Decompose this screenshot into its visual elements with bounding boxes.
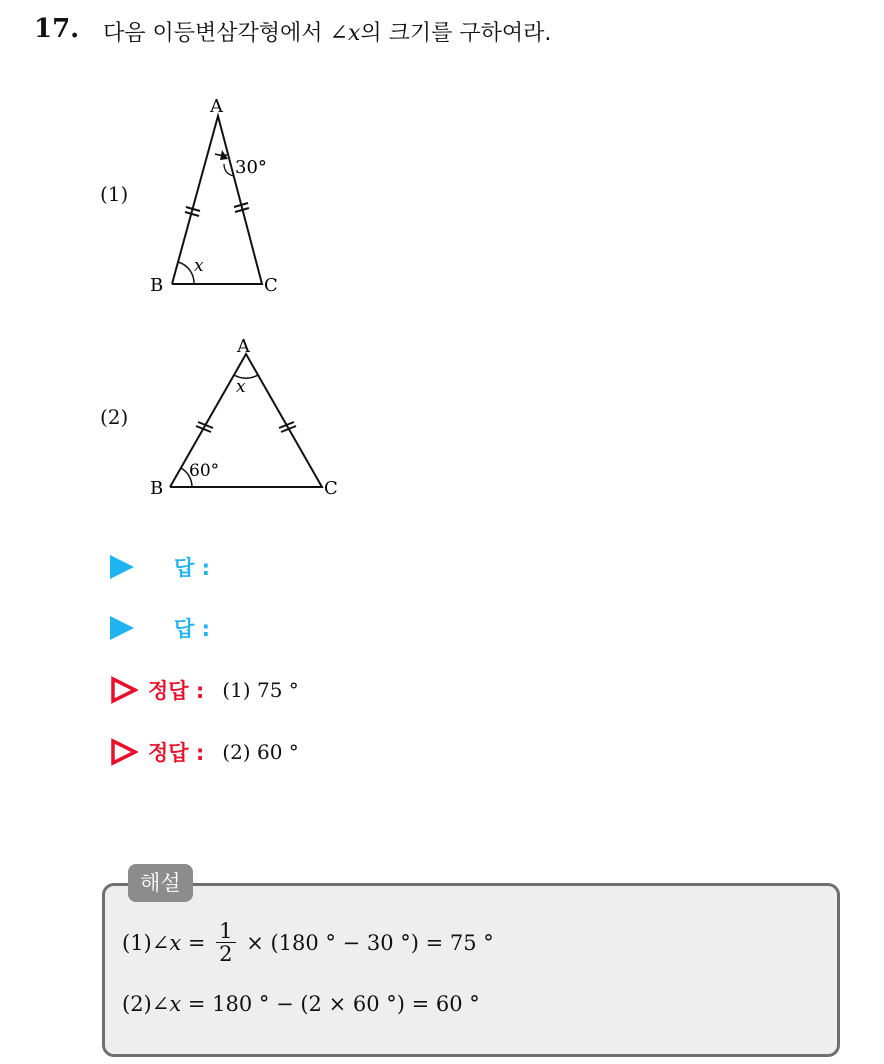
explanation-tab: 해설 [128,864,193,902]
vertex-a-label: A [210,96,223,117]
answer-row-2 [110,612,210,644]
answer-label: 답 : [174,556,210,580]
answer-row-1 [110,551,210,583]
explanation-line-prefix: (1) [122,930,152,955]
question-text-after: 의 크기를 구하여라. [360,21,552,46]
vertex-c-label: C [324,478,338,499]
explanation-rest: × (180 ° − 30 °) = 75 ° [239,930,494,955]
correct-answer-label: 정답 : [148,741,205,765]
vertex-a-label: A [237,336,250,357]
triangle-1-sides [172,116,262,284]
correct-answer-label: 정답 : [148,679,205,703]
explanation-box [102,883,840,1057]
correct-answer-value: (1) 75 ° [222,678,299,702]
figure-1-label: (1) [100,182,129,206]
vertex-b-label: B [150,275,164,296]
answer-label: 답 : [174,617,210,641]
vertex-c-label: C [264,275,278,296]
question-text-before: 다음 이등변삼각형에서 [103,21,330,46]
figure-2-label: (2) [100,405,129,429]
play-triangle-filled-icon [110,616,134,640]
explanation-line-2 [122,992,480,1016]
question-angle-variable: ∠x [329,21,361,46]
angle-arc-b [178,262,194,284]
question-number: 17. [34,14,80,44]
play-triangle-outline-icon [110,738,138,766]
correct-answer-row-1 [110,674,299,706]
given-angle-label: 30° [235,157,267,178]
unknown-angle-label: x [236,377,246,397]
figure-1-triangle [140,90,300,310]
explanation-angle: ∠x [151,930,182,955]
play-triangle-outline-icon [110,676,138,704]
vertex-b-label: B [150,478,164,499]
fraction-denominator: 2 [219,942,233,967]
explanation-angle: ∠x [151,992,182,1016]
play-triangle-filled-icon [110,555,134,579]
correct-answer-value: (2) 60 ° [222,740,299,764]
fraction [216,920,235,965]
unknown-angle-label: x [194,256,204,276]
question-text [103,16,551,47]
fraction-numerator: 1 [216,920,235,943]
given-angle-label: 60° [189,461,220,481]
figure-2-triangle [140,326,360,506]
explanation-rest: = 180 ° − (2 × 60 °) = 60 ° [181,992,480,1016]
explanation-line-prefix: (2) [122,992,152,1016]
explanation-equals: = [181,930,213,955]
explanation-line-1 [122,920,494,965]
correct-answer-row-2 [110,736,299,768]
